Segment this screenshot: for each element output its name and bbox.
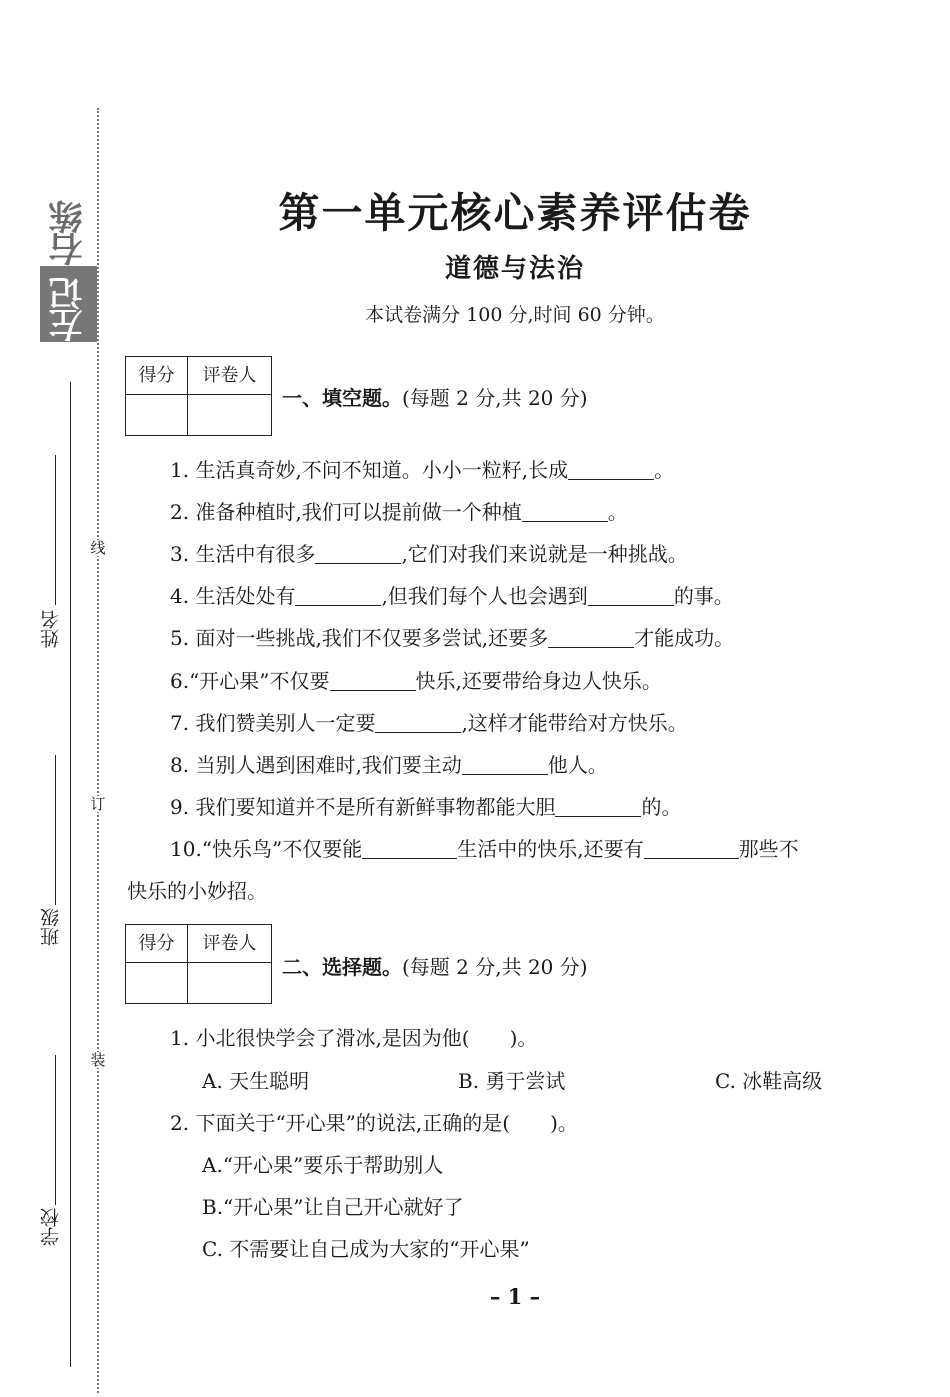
answer-blank[interactable] [330, 670, 416, 691]
choice-option[interactable]: C. 冰鞋高级 [715, 1069, 823, 1093]
choice-option[interactable]: A.“开心果”要乐于帮助别人 [202, 1153, 444, 1177]
choice-option[interactable]: B. 勇于尝试 [458, 1069, 566, 1093]
score-header: 得分 [126, 357, 188, 395]
grader-cell[interactable] [188, 395, 271, 435]
brand-logo [47, 196, 89, 348]
answer-blank[interactable] [522, 501, 608, 522]
fill-question-7: 7. 我们赞美别人一定要 ,这样才能带给对方快乐。 [170, 711, 688, 735]
fill-question-9: 9. 我们要知道并不是所有新鲜事物都能大胆 的。 [170, 795, 682, 819]
choice-option[interactable]: C. 不需要让自己成为大家的“开心果” [202, 1237, 530, 1261]
brand-left: 左记 [40, 266, 97, 342]
fill-question-8: 8. 当别人遇到困难时,我们要主动 他人。 [170, 753, 608, 777]
brand-right: 右练 [48, 202, 89, 266]
fill-question-2: 2. 准备种植时,我们可以提前做一个种植 。 [170, 500, 628, 524]
answer-blank[interactable] [588, 585, 674, 606]
fill-question-5: 5. 面对一些挑战,我们不仅要多尝试,还要多 才能成功。 [170, 626, 735, 650]
answer-blank[interactable] [362, 838, 457, 859]
cut-mark-pack: 装 [90, 1051, 106, 1069]
grader-header: 评卷人 [188, 357, 271, 395]
score-cell[interactable] [126, 963, 188, 1003]
cut-mark-bind: 订 [90, 795, 106, 813]
binding-dotted-line [97, 108, 99, 1393]
name-label: 姓名 [40, 610, 62, 648]
answer-blank[interactable] [295, 585, 381, 606]
school-line[interactable] [55, 1055, 56, 1205]
section2-heading [282, 951, 588, 980]
answer-blank[interactable] [462, 754, 548, 775]
section2-title: 二、选择题。 [282, 955, 402, 979]
choice-question-1: 1. 小北很快学会了滑冰,是因为他( )。 [170, 1026, 538, 1050]
class-line[interactable] [55, 755, 56, 905]
answer-blank[interactable] [548, 627, 634, 648]
answer-blank[interactable] [555, 796, 641, 817]
answer-blank[interactable] [315, 543, 401, 564]
section2-points: (每题 2 分,共 20 分) [402, 955, 588, 979]
margin-rule [70, 382, 71, 1367]
exam-note: 本试卷满分 100 分,时间 60 分钟。 [365, 304, 665, 326]
fill-question-6: 6.“开心果”不仅要 快乐,还要带给身边人快乐。 [170, 669, 662, 693]
name-line[interactable] [55, 455, 56, 605]
fill-question-1: 1. 生活真奇妙,不问不知道。小小一粒籽,长成 。 [170, 458, 675, 482]
section1-heading [282, 382, 588, 411]
answer-blank[interactable] [568, 459, 654, 480]
fill-question-10-cont: 快乐的小妙招。 [127, 879, 267, 903]
school-label: 学校 [40, 1208, 62, 1246]
cut-mark-line: 线 [90, 539, 106, 557]
choice-option[interactable]: A. 天生聪明 [202, 1069, 310, 1093]
fill-question-10: 10.“快乐鸟”不仅要能 生活中的快乐,还要有 那些不 [170, 837, 799, 861]
grader-header: 评卷人 [188, 925, 271, 963]
choice-option[interactable]: B.“开心果”让自己开心就好了 [202, 1195, 464, 1219]
score-box-section1 [125, 356, 272, 436]
answer-blank[interactable] [644, 838, 739, 859]
fill-question-4: 4. 生活处处有 ,但我们每个人也会遇到 的事。 [170, 584, 734, 608]
grader-cell[interactable] [188, 963, 271, 1003]
score-box-section2 [125, 924, 272, 1004]
choice-question-2: 2. 下面关于“开心果”的说法,正确的是( )。 [170, 1111, 578, 1135]
class-label: 班级 [40, 908, 62, 946]
exam-title: 第一单元核心素养评估卷 [278, 189, 752, 237]
section1-points: (每题 2 分,共 20 分) [402, 386, 588, 410]
score-cell[interactable] [126, 395, 188, 435]
page-number: – 1 – [489, 1284, 541, 1309]
answer-blank[interactable] [375, 712, 461, 733]
fill-question-3: 3. 生活中有很多 ,它们对我们来说就是一种挑战。 [170, 542, 688, 566]
score-header: 得分 [126, 925, 188, 963]
section1-title: 一、填空题。 [282, 386, 402, 410]
exam-subject: 道德与法治 [444, 254, 585, 284]
